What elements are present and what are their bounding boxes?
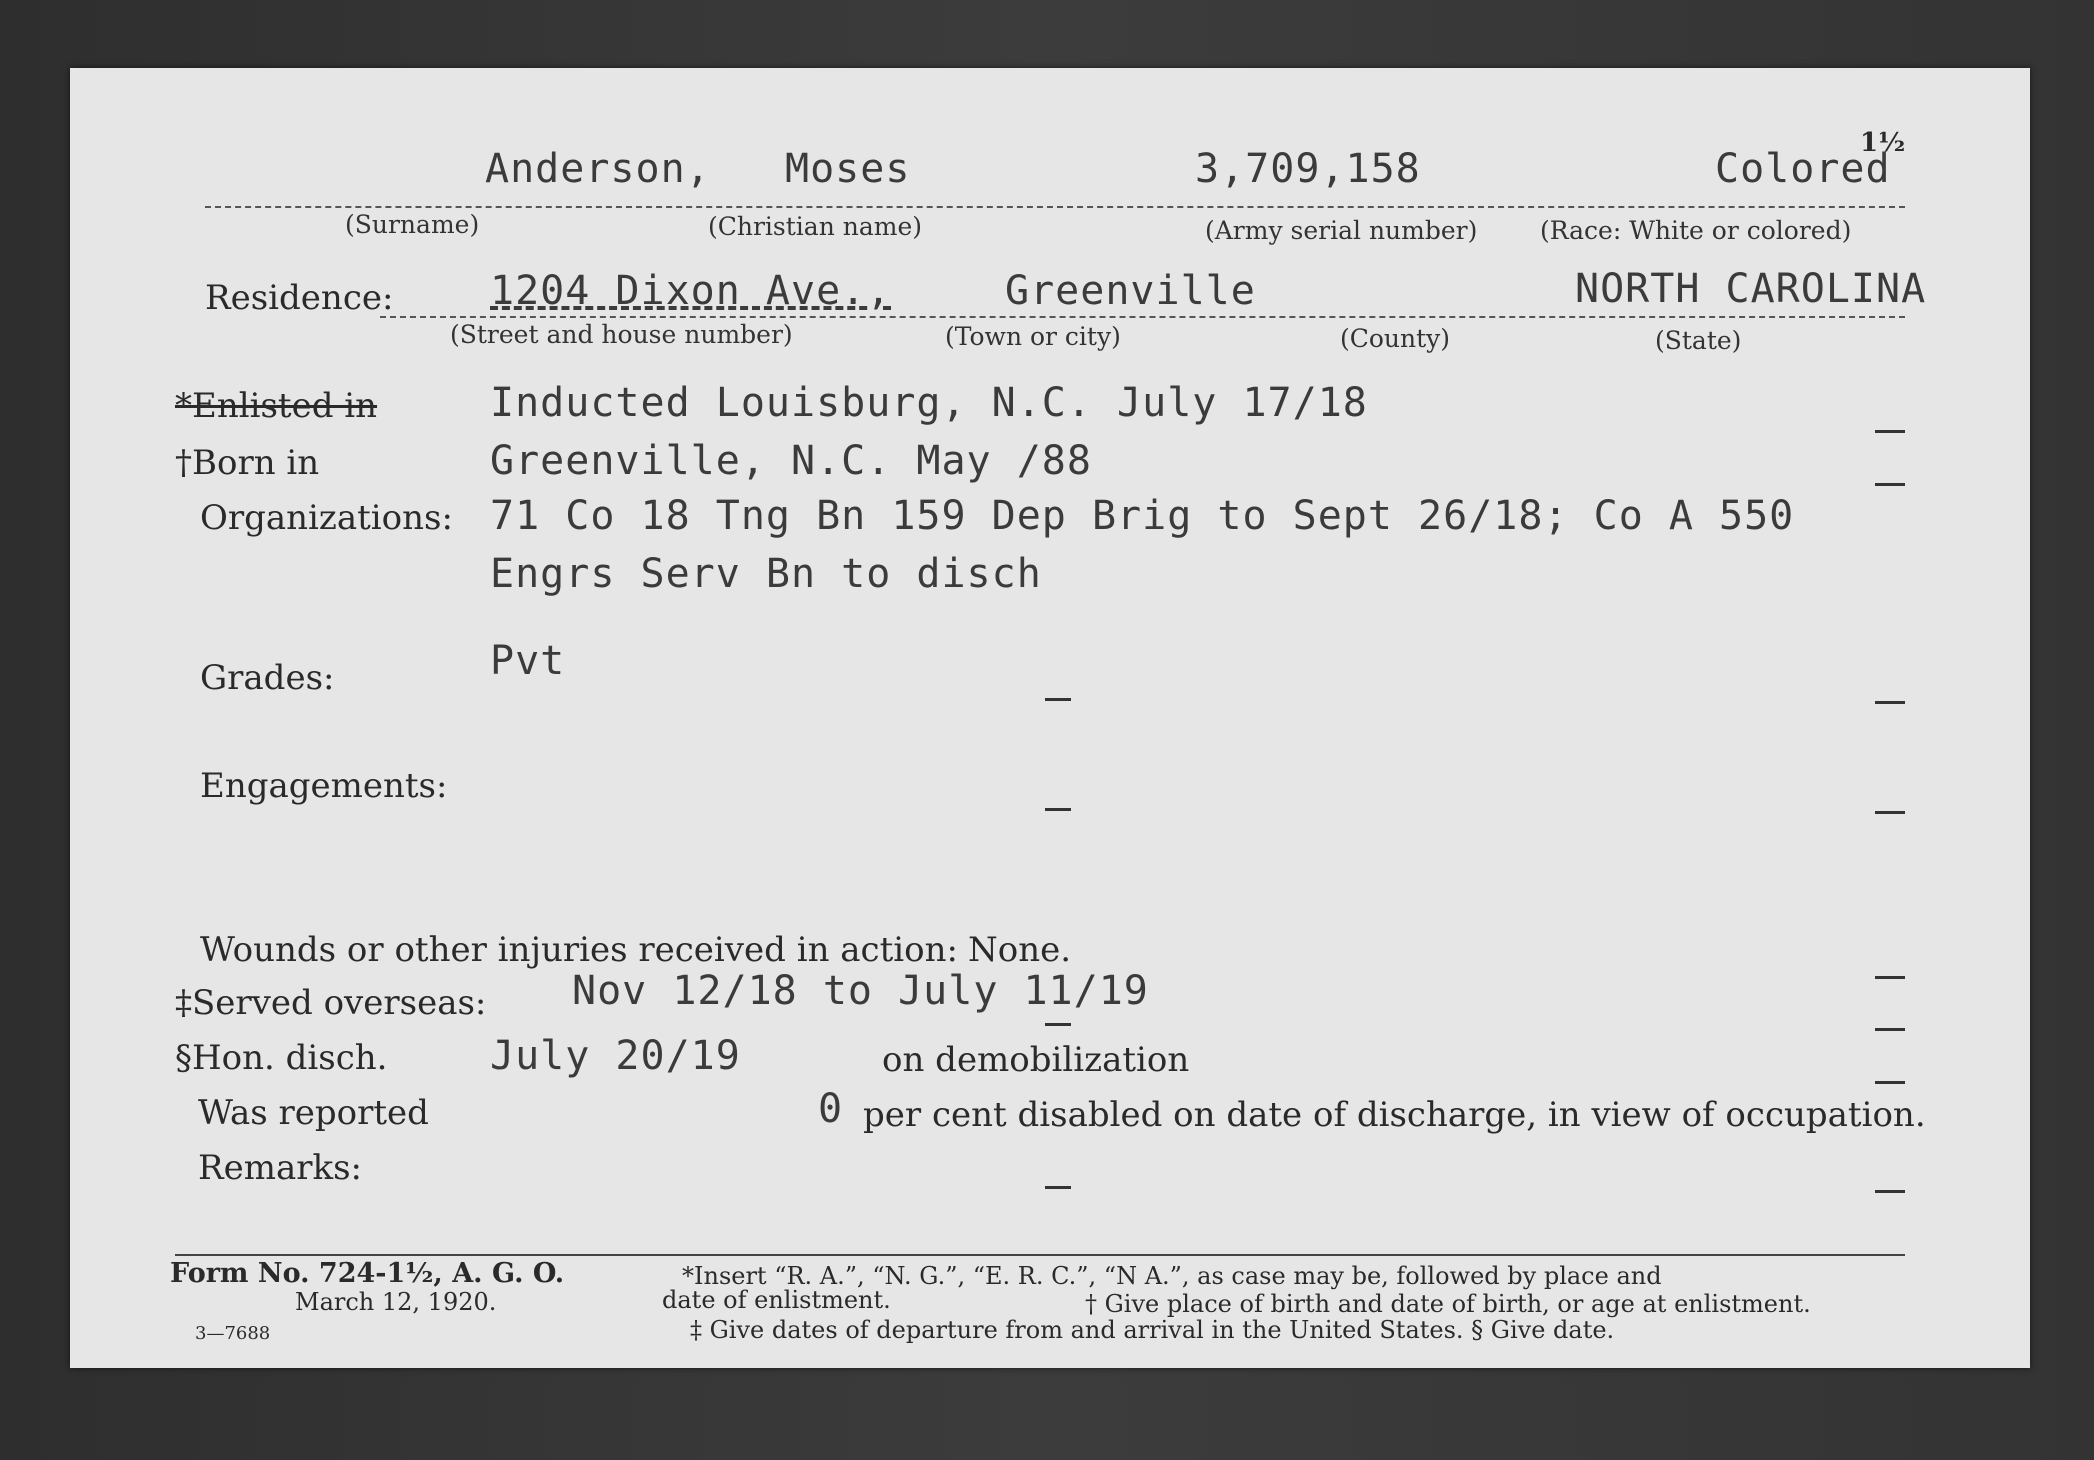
form-date: March 12, 1920. <box>295 1288 497 1316</box>
born-value: Greenville, N.C. May /88 <box>490 438 1092 484</box>
wounds-label: Wounds or other injuries received in action: <box>200 930 958 970</box>
footnote-overseas: ‡ Give dates of departure from and arrival in the United States. § Give date. <box>690 1316 1615 1344</box>
grades-value: Pvt <box>490 638 566 684</box>
margin-tick <box>1875 701 1905 704</box>
wounds-value: None. <box>968 930 1072 970</box>
footer-rule <box>175 1254 1905 1256</box>
was-reported-label: Was reported <box>198 1093 429 1133</box>
engagements-label: Engagements: <box>200 766 448 806</box>
organizations-line1: 71 Co 18 Tng Bn 159 Dep Brig to Sept 26/18; Co A 550 <box>490 493 1795 539</box>
hon-disch-suffix: on demobilization <box>882 1040 1190 1080</box>
enlisted-label: *Enlisted in <box>175 386 378 426</box>
county-caption: (County) <box>1340 324 1451 353</box>
organizations-label: Organizations: <box>200 498 453 538</box>
margin-tick <box>1045 698 1071 701</box>
street-value: 1204 Dixon Ave., <box>490 268 892 314</box>
race-value: Colored <box>1715 146 1891 192</box>
street-caption: (Street and house number) <box>450 320 793 349</box>
margin-tick <box>1875 1028 1905 1031</box>
serial-number-value: 3,709,158 <box>1195 146 1421 192</box>
town-value: Greenville <box>1005 268 1256 314</box>
margin-tick <box>1875 811 1905 814</box>
residence-label: Residence: <box>205 278 394 318</box>
margin-tick <box>1875 483 1905 486</box>
disabled-percent-value: 0 <box>818 1086 844 1132</box>
print-code: 3—7688 <box>195 1323 271 1344</box>
service-record-card <box>70 68 2030 1368</box>
christian-name-value: Moses <box>785 146 911 192</box>
footnote-birth: † Give place of birth and date of birth, or age at enlistment. <box>1085 1290 1811 1318</box>
margin-tick <box>1875 976 1905 979</box>
header-rule <box>205 206 1905 208</box>
form-number: Form No. 724-1½, A. G. O. <box>170 1258 565 1289</box>
organizations-line2: Engrs Serv Bn to disch <box>490 551 1042 597</box>
footnote-enlistment: date of enlistment. <box>662 1286 891 1314</box>
enlisted-value: Inducted Louisburg, N.C. July 17/18 <box>490 380 1368 426</box>
race-caption: (Race: White or colored) <box>1540 216 1852 245</box>
margin-tick <box>1045 808 1071 811</box>
serial-caption: (Army serial number) <box>1205 216 1478 245</box>
margin-tick <box>1875 1190 1905 1193</box>
remarks-label: Remarks: <box>198 1148 362 1188</box>
town-caption: (Town or city) <box>945 322 1121 351</box>
margin-tick <box>1045 1023 1071 1026</box>
born-label: †Born in <box>175 443 320 483</box>
christian-caption: (Christian name) <box>708 212 923 241</box>
disabled-text: per cent disabled on date of discharge, in view of occupation. <box>863 1095 1926 1135</box>
served-overseas-value: Nov 12/18 to July 11/19 <box>572 968 1149 1014</box>
fraction-mark: 1½ <box>1860 128 1906 158</box>
state-caption: (State) <box>1655 326 1742 355</box>
surname-value: Anderson, <box>485 146 711 192</box>
margin-tick <box>1875 430 1905 433</box>
state-value: NORTH CAROLINA <box>1575 266 1927 312</box>
hon-disch-label: §Hon. disch. <box>175 1038 388 1078</box>
hon-disch-value: July 20/19 <box>490 1033 741 1079</box>
residence-rule <box>380 316 1905 318</box>
grades-label: Grades: <box>200 658 335 698</box>
served-overseas-label: ‡Served overseas: <box>175 983 487 1023</box>
margin-tick <box>1875 1081 1905 1084</box>
footnote-insert: *Insert “R. A.”, “N. G.”, “E. R. C.”, “N A.”, as case may be, followed by place and <box>682 1262 1662 1290</box>
surname-caption: (Surname) <box>345 210 480 239</box>
margin-tick <box>1045 1186 1071 1189</box>
